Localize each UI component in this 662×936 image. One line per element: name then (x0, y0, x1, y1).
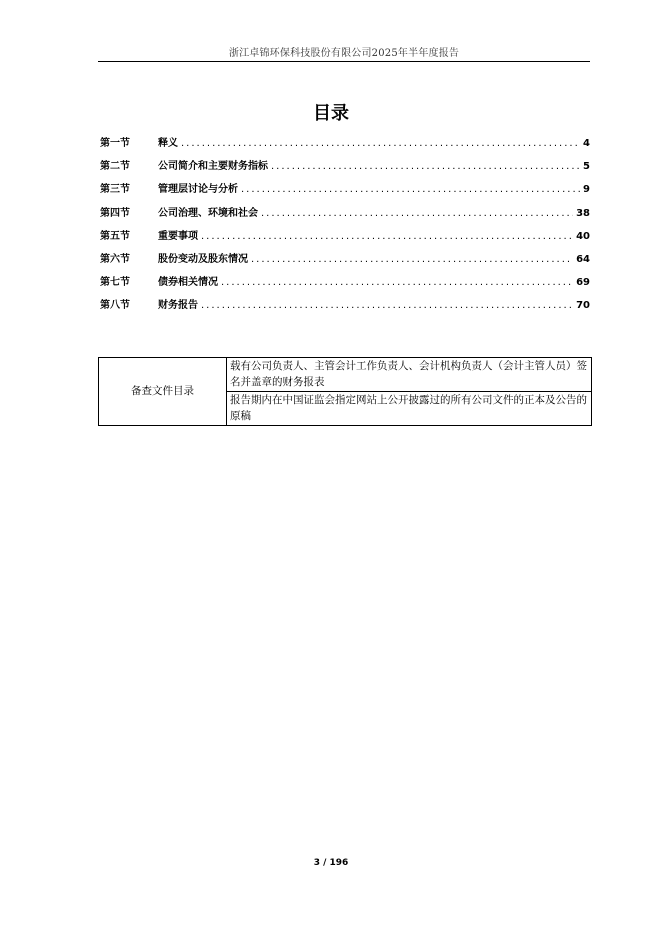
toc-section-number: 第五节 (100, 230, 130, 242)
toc-entry[interactable] (100, 273, 590, 296)
toc-section-name: 重要事项 (158, 230, 198, 242)
toc-section-number: 第一节 (100, 138, 130, 149)
toc-page-number: 38 (576, 207, 590, 219)
toc-section-name: 公司治理、环境和社会 (158, 207, 258, 219)
toc-section-name: 债券相关情况 (158, 277, 218, 289)
toc-page-number: 9 (583, 184, 590, 196)
toc-entry[interactable] (100, 227, 590, 250)
toc-entry[interactable] (100, 157, 590, 180)
reference-table-label: 备查文件目录 (99, 358, 227, 426)
toc-section-name: 管理层讨论与分析 (158, 184, 238, 196)
reference-documents-table (98, 357, 592, 426)
toc-page-number: 4 (583, 138, 590, 149)
page-number-footer: 3 / 196 (313, 858, 349, 868)
toc-leader-dots (201, 298, 573, 314)
toc-section-number: 第四节 (100, 207, 130, 219)
toc-leader-dots (181, 136, 580, 152)
toc-section-name: 释义 (158, 138, 178, 149)
table-row (99, 358, 592, 392)
reference-item: 载有公司负责人、主管会计工作负责人、会计机构负责人（会计主管人员）签名并盖章的财务报表 (227, 358, 592, 392)
toc-page-number: 40 (576, 230, 590, 242)
toc-page-number: 70 (576, 300, 590, 312)
toc-page-number: 5 (583, 161, 590, 173)
toc-title: 目录 (313, 103, 349, 124)
toc-entry[interactable] (100, 180, 590, 203)
table-of-contents (100, 134, 590, 320)
toc-entry[interactable] (100, 134, 590, 157)
toc-section-name: 股份变动及股东情况 (158, 253, 248, 265)
reference-item: 报告期内在中国证监会指定网站上公开披露过的所有公司文件的正本及公告的原稿 (227, 392, 592, 426)
toc-leader-dots (271, 159, 580, 175)
toc-section-number: 第三节 (100, 184, 130, 196)
toc-section-number: 第二节 (100, 161, 130, 173)
toc-section-name: 公司简介和主要财务指标 (158, 161, 268, 173)
toc-leader-dots (201, 229, 573, 245)
toc-entry[interactable] (100, 204, 590, 227)
toc-section-name: 财务报告 (158, 300, 198, 312)
running-header: 浙江卓锦环保科技股份有限公司2025年半年度报告 (228, 48, 460, 59)
toc-page-number: 64 (576, 253, 590, 265)
toc-leader-dots (251, 252, 573, 268)
header-divider (98, 61, 590, 62)
toc-section-number: 第八节 (100, 300, 130, 312)
toc-entry[interactable] (100, 250, 590, 273)
toc-leader-dots (241, 182, 580, 198)
toc-leader-dots (261, 206, 573, 222)
toc-leader-dots (221, 275, 573, 291)
toc-section-number: 第六节 (100, 253, 130, 265)
toc-section-number: 第七节 (100, 277, 130, 289)
toc-entry[interactable] (100, 296, 590, 319)
toc-page-number: 69 (576, 277, 590, 289)
